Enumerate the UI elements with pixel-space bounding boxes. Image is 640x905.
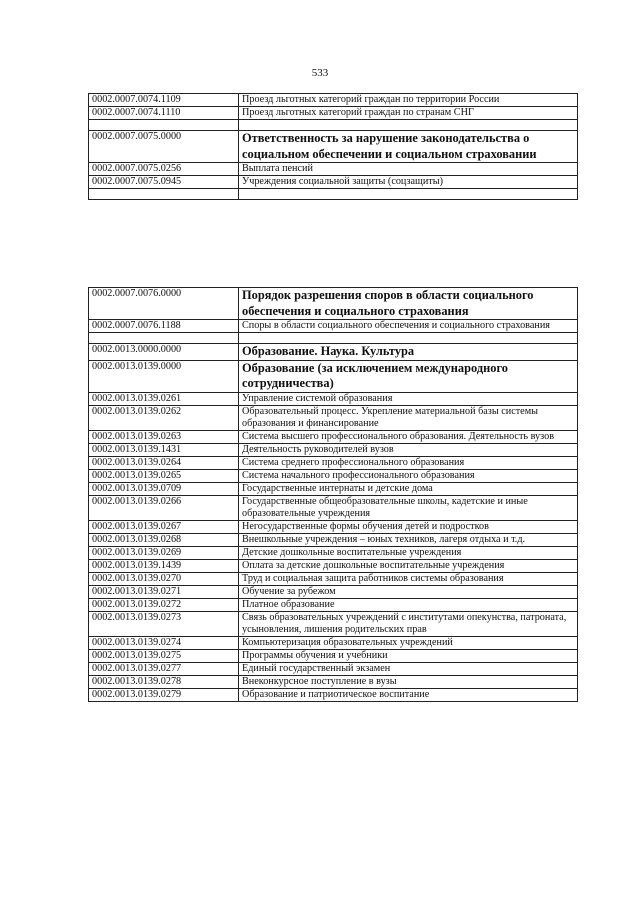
rubric-name: Выплата пенсий (239, 163, 578, 176)
table-row (89, 131, 578, 163)
rubric-code: 0002.0013.0139.0266 (89, 495, 239, 520)
rubric-name: Оплата за детские дошкольные воспитательные учреждения (239, 559, 578, 572)
table-row (89, 662, 578, 675)
rubric-name: Детские дошкольные воспитательные учреждения (239, 546, 578, 559)
rubric-name: Государственные интернаты и детские дома (239, 482, 578, 495)
rubric-code: 0002.0013.0139.0269 (89, 546, 239, 559)
rubric-code: 0002.0007.0074.1109 (89, 94, 239, 107)
table-row (89, 107, 578, 120)
rubric-name: Система среднего профессионального образования (239, 456, 578, 469)
rubric-code (89, 333, 239, 344)
table-row (89, 405, 578, 430)
rubric-name: Проезд льготных категорий граждан по странам СНГ (239, 107, 578, 120)
rubric-name: Единый государственный экзамен (239, 662, 578, 675)
rubric-code: 0002.0013.0139.0264 (89, 456, 239, 469)
section-heading: Ответственность за нарушение законодательства о социальном обеспечении и социальном страховании (239, 131, 578, 163)
table-row (89, 443, 578, 456)
rubric-name: Споры в области социального обеспечения и социального страхования (239, 320, 578, 333)
table-row (89, 320, 578, 333)
table-row (89, 546, 578, 559)
page-number: 533 (311, 67, 329, 79)
table-row (89, 176, 578, 189)
table-row (89, 430, 578, 443)
rubric-code: 0002.0013.0139.0000 (89, 360, 239, 392)
table-row (89, 559, 578, 572)
rubric-name (239, 333, 578, 344)
table-row (89, 598, 578, 611)
rubric-name: Система начального профессионального образования (239, 469, 578, 482)
table-row (89, 120, 578, 131)
rubric-code: 0002.0013.0139.0709 (89, 482, 239, 495)
rubric-code: 0002.0013.0139.0265 (89, 469, 239, 482)
rubric-code: 0002.0013.0139.0278 (89, 675, 239, 688)
table-row (89, 360, 578, 392)
rubric-name: Проезд льготных категорий граждан по территории России (239, 94, 578, 107)
rubric-name: Связь образовательных учреждений с институтами опекунства, патроната, усыновления, лишения родительских прав (239, 611, 578, 636)
rubric-code: 0002.0007.0074.1110 (89, 107, 239, 120)
table-row (89, 392, 578, 405)
rubric-name: Программы обучения и учебники (239, 649, 578, 662)
rubric-name: Управление системой образования (239, 392, 578, 405)
rubric-code: 0002.0013.0139.0270 (89, 572, 239, 585)
rubric-code: 0002.0013.0139.1439 (89, 559, 239, 572)
rubric-code: 0002.0013.0139.0272 (89, 598, 239, 611)
rubric-name: Внешкольные учреждения – юных техников, лагеря отдыха и т.д. (239, 533, 578, 546)
table-row (89, 469, 578, 482)
rubric-name: Образование и патриотическое воспитание (239, 688, 578, 701)
table-row (89, 533, 578, 546)
rubric-code: 0002.0013.0139.0261 (89, 392, 239, 405)
rubric-code: 0002.0013.0139.0275 (89, 649, 239, 662)
table-row (89, 495, 578, 520)
rubric-code: 0002.0013.0139.0273 (89, 611, 239, 636)
table-row (89, 456, 578, 469)
rubric-name: Обучение за рубежом (239, 585, 578, 598)
rubric-code: 0002.0013.0139.0271 (89, 585, 239, 598)
rubric-name: Компьютеризация образовательных учреждений (239, 636, 578, 649)
section-heading: Образование. Наука. Культура (239, 344, 578, 361)
rubric-name: Негосударственные формы обучения детей и подростков (239, 520, 578, 533)
table-row (89, 649, 578, 662)
rubric-name: Труд и социальная защита работников системы образования (239, 572, 578, 585)
rubric-code: 0002.0013.0139.0274 (89, 636, 239, 649)
rubric-code: 0002.0013.0139.0279 (89, 688, 239, 701)
rubric-code: 0002.0007.0075.0000 (89, 131, 239, 163)
table-row (89, 520, 578, 533)
table-row (89, 189, 578, 200)
rubric-name: Платное образование (239, 598, 578, 611)
rubric-code (89, 189, 239, 200)
rubric-code: 0002.0013.0139.0268 (89, 533, 239, 546)
classifier-table-main (88, 287, 578, 702)
rubric-name: Учреждения социальной защиты (соцзащиты) (239, 176, 578, 189)
rubric-name: Деятельность руководителей вузов (239, 443, 578, 456)
table-row (89, 333, 578, 344)
rubric-name: Внеконкурсное поступление в вузы (239, 675, 578, 688)
rubric-name: Государственные общеобразовательные школы, кадетские и иные образовательные учреждения (239, 495, 578, 520)
rubric-name: Образовательный процесс. Укрепление материальной базы системы образования и финансирование (239, 405, 578, 430)
rubric-name (239, 120, 578, 131)
rubric-code: 0002.0007.0076.1188 (89, 320, 239, 333)
table-row (89, 288, 578, 320)
table-row (89, 688, 578, 701)
rubric-code: 0002.0013.0000.0000 (89, 344, 239, 361)
table-row (89, 585, 578, 598)
table-row (89, 94, 578, 107)
rubric-code: 0002.0007.0075.0945 (89, 176, 239, 189)
rubric-code: 0002.0013.0139.0263 (89, 430, 239, 443)
section-heading: Порядок разрешения споров в области социального обеспечения и социального страхования (239, 288, 578, 320)
rubric-code: 0002.0013.0139.0262 (89, 405, 239, 430)
table-row (89, 163, 578, 176)
rubric-code: 0002.0007.0075.0256 (89, 163, 239, 176)
table-row (89, 636, 578, 649)
section-heading: Образование (за исключением международного сотрудничества) (239, 360, 578, 392)
table-row (89, 675, 578, 688)
rubric-code: 0002.0013.0139.0277 (89, 662, 239, 675)
rubric-name: Система высшего профессионального образования. Деятельность вузов (239, 430, 578, 443)
rubric-code: 0002.0013.0139.0267 (89, 520, 239, 533)
rubric-name (239, 189, 578, 200)
table-row (89, 572, 578, 585)
table-row (89, 344, 578, 361)
rubric-code: 0002.0013.0139.1431 (89, 443, 239, 456)
table-row (89, 482, 578, 495)
table-row (89, 611, 578, 636)
rubric-code (89, 120, 239, 131)
rubric-code: 0002.0007.0076.0000 (89, 288, 239, 320)
classifier-table-top (88, 93, 578, 200)
